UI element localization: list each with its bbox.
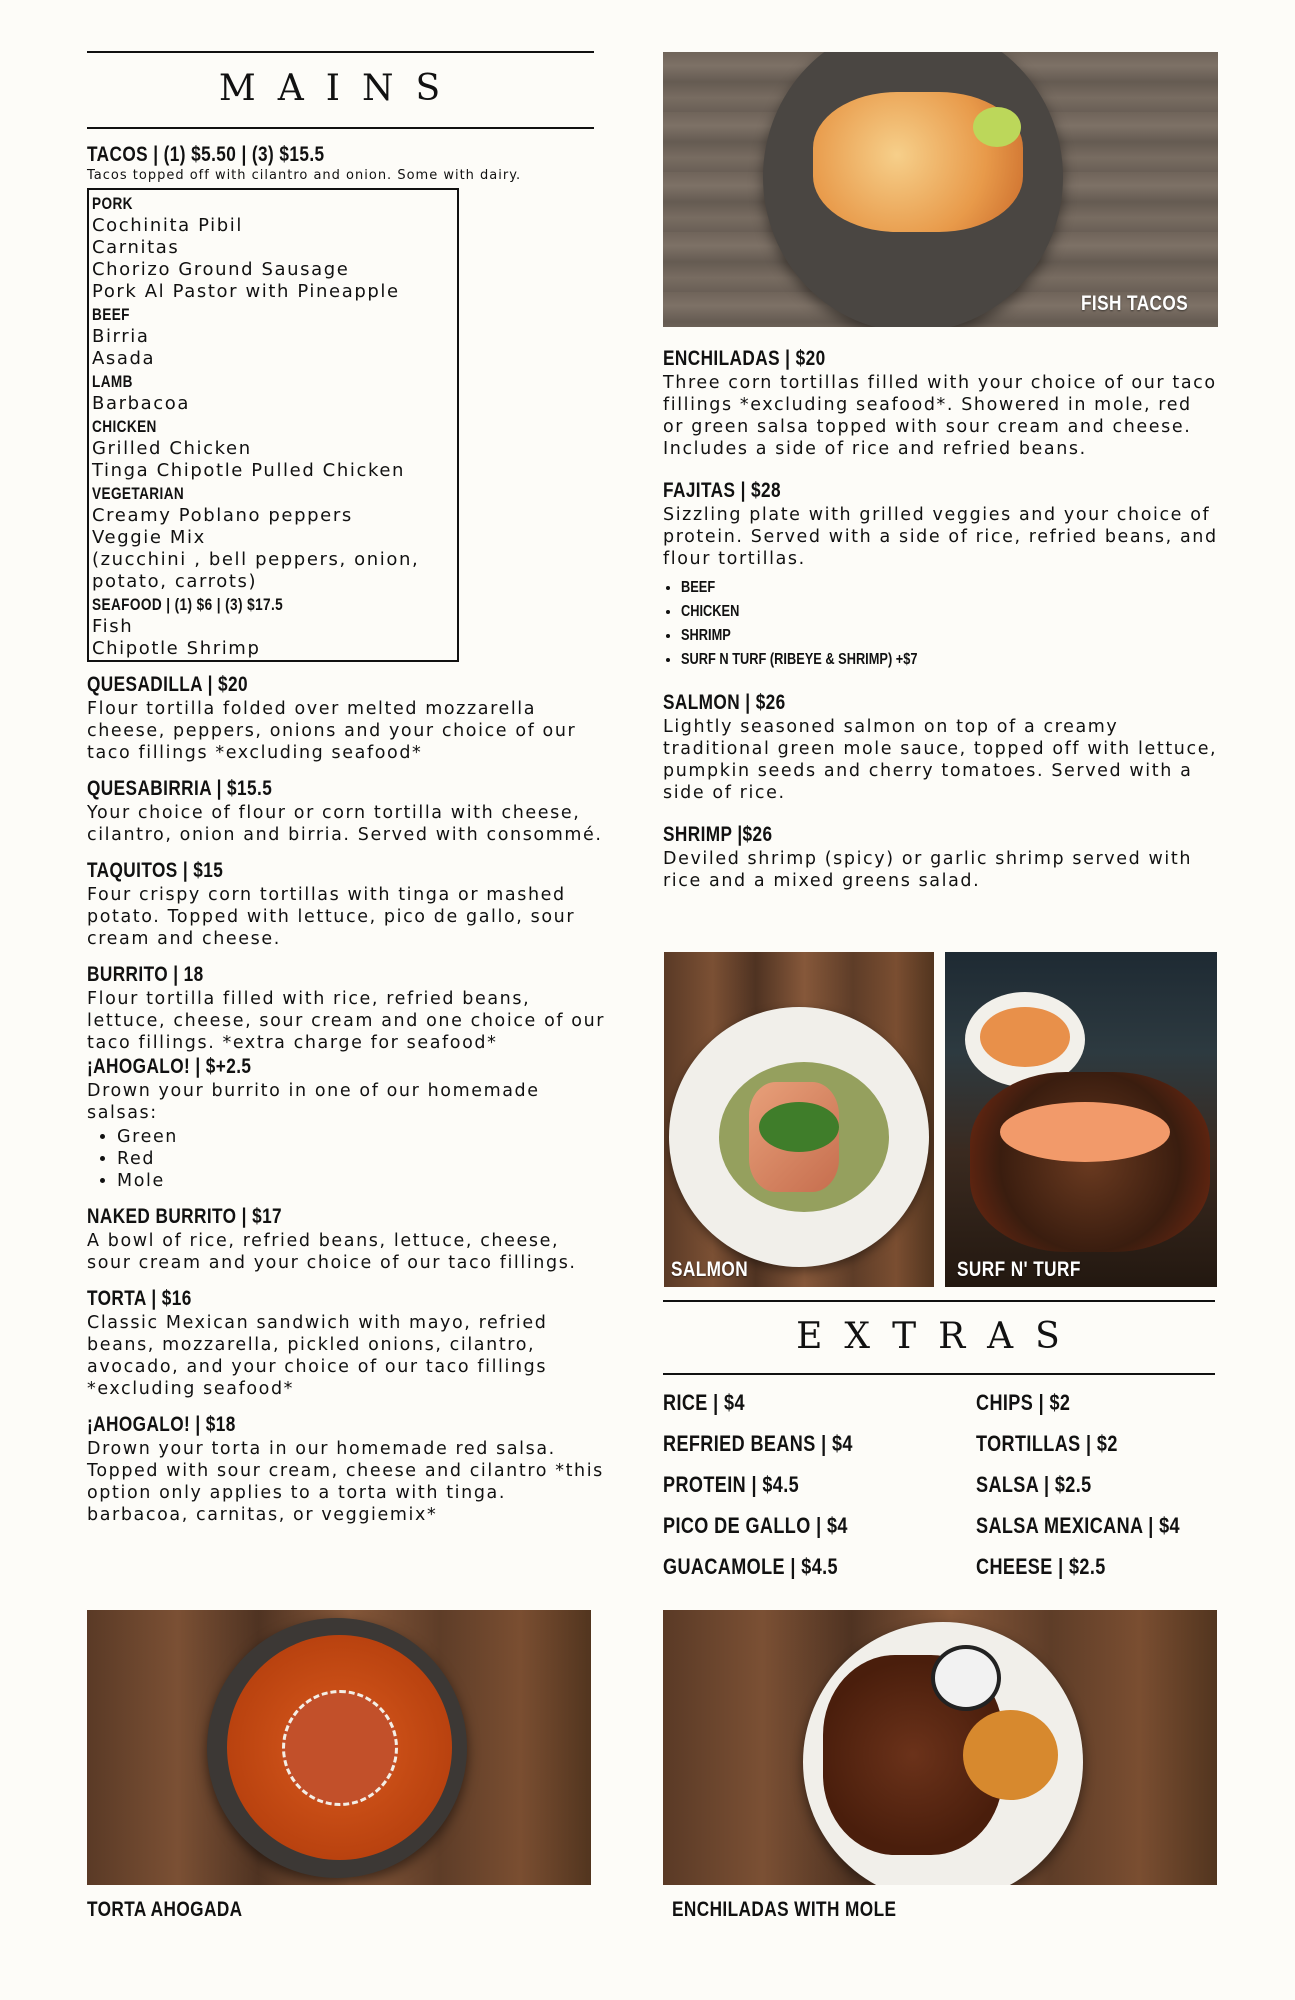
- extra-item: PICO DE GALLO | $4: [663, 1513, 848, 1538]
- shrimp-desc: Deviled shrimp (spicy) or garlic shrimp served with rice and a mixed greens salad.: [663, 849, 1193, 891]
- mains-right-list: [663, 346, 1218, 904]
- taco-fillings-box: [87, 188, 459, 662]
- burrito-ahogalo-desc: Drown your burrito in one of our homemade salsas:: [87, 1081, 540, 1123]
- fajitas-desc: Sizzling plate with grilled veggies and your choice of protein. Served with a side of rice, refried beans, and flour tortillas.: [663, 505, 1218, 569]
- extra-item: PROTEIN | $4.5: [663, 1472, 800, 1497]
- taco-filling: Pork Al Pastor with Pineapple: [92, 281, 400, 302]
- taco-category-pork: PORK: [92, 194, 133, 213]
- taco-category-lamb: LAMB: [92, 372, 133, 391]
- taco-category-seafood: SEAFOOD | (1) $6 | (3) $17.5: [92, 595, 284, 614]
- mains-left-list: [87, 142, 607, 1538]
- fish-tacos-caption: FISH TACOS: [1081, 292, 1189, 315]
- torta-ahogalo-desc: Drown your torta in our homemade red salsa. Topped with sour cream, cheese and cilantro *this option only applies to a torta with tinga. barbacoa, carnitas, or veggiemix*: [87, 1439, 604, 1525]
- rice-image: [963, 1710, 1058, 1800]
- list-item: • Red: [117, 1148, 607, 1170]
- quesadilla-heading: QUESADILLA | $20: [87, 673, 248, 696]
- taquitos-desc: Four crispy corn tortillas with tinga or mashed potato. Topped with lettuce, pico de gallo, sour cream and cheese.: [87, 885, 576, 949]
- shrimp-image: [1000, 1102, 1170, 1162]
- list-item: • Mole: [117, 1170, 607, 1192]
- burrito-heading: BURRITO | 18: [87, 963, 204, 986]
- taquitos-heading: TAQUITOS | $15: [87, 859, 224, 882]
- extra-item: TORTILLAS | $2: [976, 1431, 1118, 1456]
- list-item: • CHICKEN: [681, 600, 1218, 624]
- enchiladas-mole-photo: [663, 1610, 1217, 1885]
- taco-category-vegetarian: VEGETARIAN: [92, 484, 185, 503]
- extras-top-rule: [663, 1300, 1215, 1302]
- enchiladas-heading: ENCHILADAS | $20: [663, 347, 826, 370]
- torta-image: [282, 1690, 398, 1806]
- burrito-item: [87, 962, 607, 1192]
- taco-filling: Cochinita Pibil: [92, 215, 243, 236]
- surf-turf-photo: [945, 952, 1217, 1287]
- tacos-note: Tacos topped off with cilantro and onion. Some with dairy.: [87, 168, 522, 183]
- burrito-desc: Flour tortilla filled with rice, refried beans, lettuce, cheese, sour cream and one choice of our taco fillings. *extra charge for seafood*: [87, 989, 606, 1053]
- taco-filling: Barbacoa: [92, 393, 190, 414]
- shrimp-heading: SHRIMP |$26: [663, 823, 773, 846]
- rice-image: [980, 1007, 1070, 1067]
- list-item: • SHRIMP: [681, 624, 1218, 648]
- extras-title: EXTRAS: [796, 1316, 1082, 1357]
- torta-item: [87, 1286, 607, 1400]
- salmon-desc: Lightly seasoned salmon on top of a creamy traditional green mole sauce, topped off with lettuce, pumpkin seeds and cherry tomatoes. Served with a side of rice.: [663, 717, 1218, 803]
- taco-category-chicken: CHICKEN: [92, 417, 157, 436]
- greens-image: [759, 1102, 839, 1152]
- tacos-heading: TACOS | (1) $5.50 | (3) $15.5: [87, 143, 325, 166]
- extra-item: SALSA MEXICANA | $4: [976, 1513, 1180, 1538]
- fajitas-heading: FAJITAS | $28: [663, 479, 781, 502]
- extra-item: CHIPS | $2: [976, 1390, 1071, 1415]
- salsa-list: [87, 1126, 607, 1192]
- extra-item: RICE | $4: [663, 1390, 745, 1415]
- tacos-section: [87, 142, 607, 662]
- torta-ahogalo-heading: ¡AHOGALO! | $18: [87, 1413, 236, 1436]
- naked-burrito-item: [87, 1204, 607, 1274]
- mains-bottom-rule: [87, 127, 594, 129]
- lime-image: [973, 107, 1021, 147]
- torta-ahogada-caption: TORTA AHOGADA: [87, 1898, 243, 1921]
- skillet-image: [970, 1072, 1210, 1252]
- quesabirria-heading: QUESABIRRIA | $15.5: [87, 777, 273, 800]
- torta-ahogada-photo: [87, 1610, 591, 1885]
- taco-filling: Veggie Mix: [92, 527, 206, 548]
- salmon-caption: SALMON: [671, 1258, 749, 1281]
- salmon-heading: SALMON | $26: [663, 691, 786, 714]
- extra-item: SALSA | $2.5: [976, 1472, 1092, 1497]
- taco-category-beef: BEEF: [92, 305, 130, 324]
- salmon-item: [663, 690, 1218, 804]
- extra-item: CHEESE | $2.5: [976, 1554, 1106, 1579]
- mains-title: MAINS: [218, 68, 463, 109]
- torta-desc: Classic Mexican sandwich with mayo, refried beans, mozzarella, pickled onions, cilantro, avocado, and your choice of our taco fillings *excluding seafood*: [87, 1313, 548, 1399]
- taco-filling: Fish: [92, 616, 134, 637]
- fajitas-item: [663, 478, 1218, 672]
- quesadilla-desc: Flour tortilla folded over melted mozzarella cheese, peppers, onions and your choice of our taco fillings *excluding seafood*: [87, 699, 577, 763]
- naked-burrito-heading: NAKED BURRITO | $17: [87, 1205, 283, 1228]
- list-item: • SURF N TURF (RIBEYE & SHRIMP) +$7: [681, 648, 1218, 672]
- taco-filling: potato, carrots): [92, 571, 258, 592]
- list-item: • BEEF: [681, 576, 1218, 600]
- taquitos-item: [87, 858, 607, 950]
- shrimp-item: [663, 822, 1218, 892]
- torta-ahogalo-item: [87, 1412, 607, 1526]
- cheese-cup-image: [931, 1645, 1001, 1711]
- burrito-ahogalo-heading: ¡AHOGALO! | $+2.5: [87, 1055, 252, 1078]
- taco-filling: Asada: [92, 348, 156, 369]
- extra-item: GUACAMOLE | $4.5: [663, 1554, 839, 1579]
- list-item: • Green: [117, 1126, 607, 1148]
- extra-item: REFRIED BEANS | $4: [663, 1431, 853, 1456]
- taco-filling: Tinga Chipotle Pulled Chicken: [92, 460, 406, 481]
- taco-filling: Creamy Poblano peppers: [92, 505, 353, 526]
- taco-filling: Birria: [92, 326, 150, 347]
- quesabirria-item: [87, 776, 607, 846]
- taco-filling: Chipotle Shrimp: [92, 638, 261, 659]
- surf-turf-caption: SURF N' TURF: [957, 1258, 1081, 1281]
- enchiladas-item: [663, 346, 1218, 460]
- fajita-options: [663, 576, 1218, 672]
- enchiladas-desc: Three corn tortillas filled with your choice of our taco fillings *excluding seafood*. Showered in mole, red or green salsa topped with sour cream and cheese. Includes a side of rice and refried beans.: [663, 373, 1217, 459]
- mains-top-rule: [87, 51, 594, 53]
- taco-filling: (zucchini , bell peppers, onion,: [92, 549, 420, 570]
- taco-filling: Grilled Chicken: [92, 438, 252, 459]
- fish-tacos-photo: [663, 52, 1218, 327]
- torta-heading: TORTA | $16: [87, 1287, 192, 1310]
- taco-filling: Carnitas: [92, 237, 180, 258]
- taco-filling: Chorizo Ground Sausage: [92, 259, 350, 280]
- naked-burrito-desc: A bowl of rice, refried beans, lettuce, cheese, sour cream and your choice of our taco fillings.: [87, 1231, 577, 1273]
- enchiladas-mole-caption: ENCHILADAS WITH MOLE: [672, 1898, 897, 1921]
- quesabirria-desc: Your choice of flour or corn tortilla with cheese, cilantro, onion and birria. Served with consommé.: [87, 803, 603, 845]
- extras-bottom-rule: [663, 1373, 1215, 1375]
- quesadilla-item: [87, 672, 607, 764]
- salmon-photo: [664, 952, 934, 1287]
